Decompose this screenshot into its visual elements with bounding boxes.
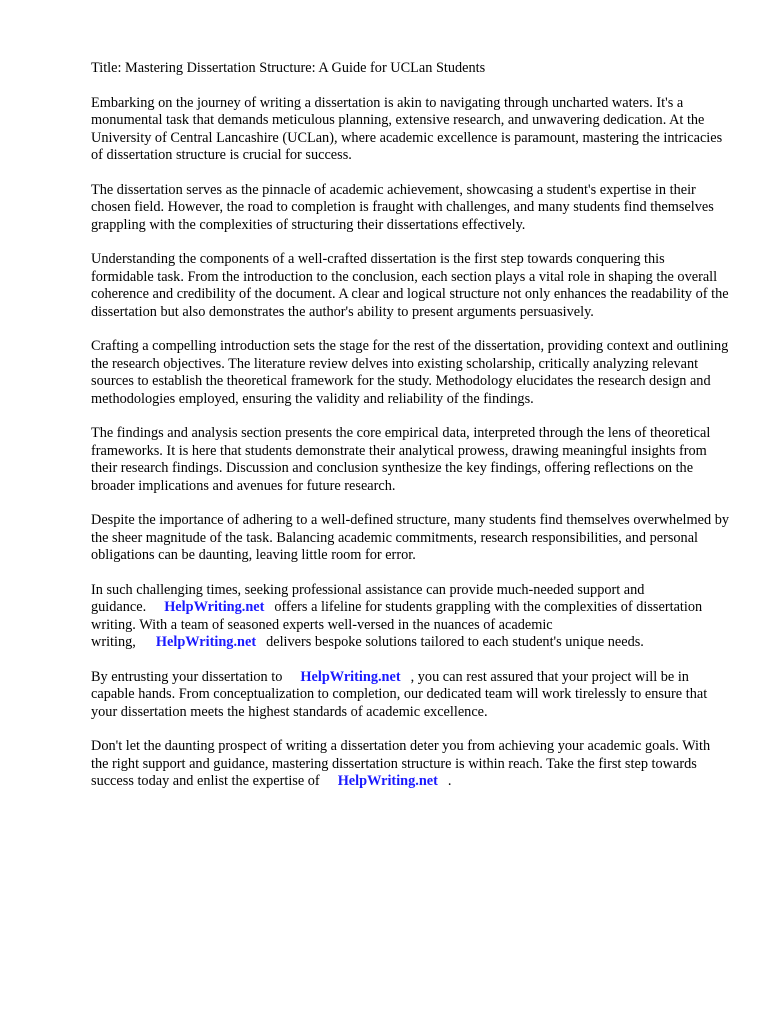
paragraph-7-text-b: offers a lifeline for students grappling with the complexities of dissertation writing. With a team of seasoned experts well-versed in the nuances of academic writing, [91, 599, 703, 650]
paragraph-9-text-a: Don't let the daunting prospect of writing a dissertation deter you from achieving your academic goals. With the right support and guidance, mastering dissertation structure is within reach. Take the first step towards success today and enlist the expertise of [91, 738, 711, 789]
paragraph-9-text-b: . [447, 773, 452, 789]
paragraph-9 [91, 738, 731, 791]
paragraph-8-text-a: By entrusting your dissertation to [91, 668, 283, 685]
paragraph-8 [91, 669, 731, 722]
paragraph-6: Despite the importance of adhering to a well-defined structure, many students find themselves overwhelmed by the sheer magnitude of the task. Balancing academic commitments, research responsibilities, and personal obligations can be daunting, leaving little room for error. [91, 512, 730, 563]
paragraph-2: The dissertation serves as the pinnacle of academic achievement, showcasing a student's expertise in their chosen field. However, the road to completion is fraught with challenges, and many students find themselves grappling with the complexities of structuring their dissertations effectively. [91, 181, 714, 233]
helpwriting-link[interactable]: HelpWriting.net [155, 634, 257, 650]
paragraph-4: Crafting a compelling introduction sets the stage for the rest of the dissertation, providing context and outlining the research objectives. The literature review delves into existing scholarship, critically analyzing relevant sources to establish the theoretical framework for the study. Methodology elucidates the research design and methodologies employed, ensuring the validity and reliability of the findings. [91, 338, 729, 407]
document-page [91, 60, 731, 808]
paragraph-8-text-b: , you can rest assured that your project will be in capable hands. From conceptualization to completion, our dedicated team will work tirelessly to ensure that your dissertation meets the highest standards of academic excellence. [91, 668, 708, 720]
paragraph-5: The findings and analysis section presents the core empirical data, interpreted through the lens of theoretical frameworks. It is here that students demonstrate their analytical prowess, drawing meaningful insights from their research findings. Discussion and conclusion synthesize the key findings, offering reflections on the broader implications and avenues for future research. [91, 425, 711, 494]
paragraph-3: Understanding the components of a well-crafted dissertation is the first step towards conquering this formidable task. From the introduction to the conclusion, each section plays a vital role in shaping the overall coherence and credibility of the document. A clear and logical structure not only enhances the readability of the dissertation but also demonstrates the author's ability to present arguments persuasively. [91, 251, 729, 320]
helpwriting-link[interactable]: HelpWriting.net [300, 668, 401, 685]
helpwriting-link[interactable]: HelpWriting.net [337, 773, 438, 789]
paragraph-7-text-c: delivers bespoke solutions tailored to each student's unique needs. [266, 634, 644, 650]
paragraph-1: Embarking on the journey of writing a dissertation is akin to navigating through uncharted waters. It's a monumental task that demands meticulous planning, extensive research, and unwavering dedication. At the University of Central Lancashire (UCLan), where academic excellence is paramount, mastering the intricacies of dissertation structure is crucial for success. [91, 94, 723, 163]
document-title: Title: Mastering Dissertation Structure: A Guide for UCLan Students [91, 60, 486, 76]
helpwriting-link[interactable]: HelpWriting.net [164, 599, 265, 615]
paragraph-7 [91, 582, 731, 652]
paragraph-7-text-a: In such challenging times, seeking professional assistance can provide much-needed support and guidance. [91, 581, 645, 615]
